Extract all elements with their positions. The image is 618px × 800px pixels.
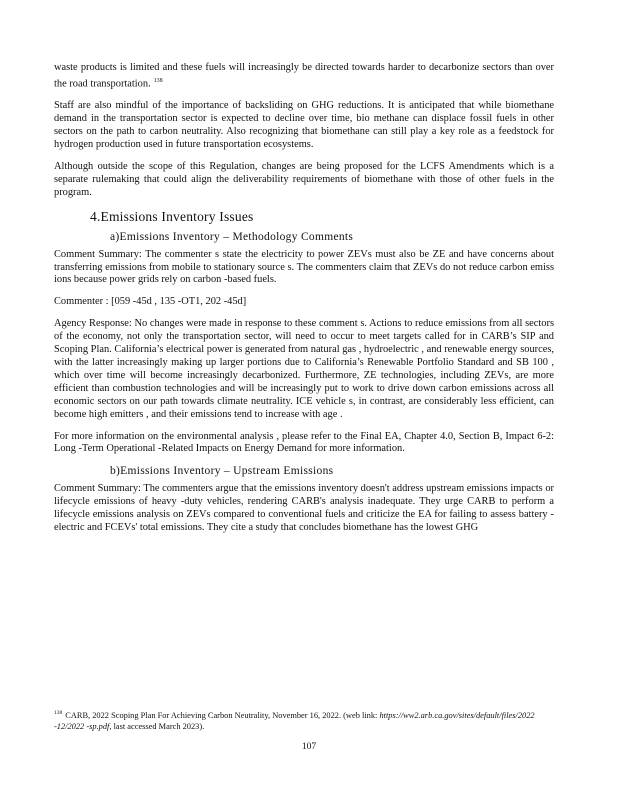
paragraph-waste-products: waste products is limited and these fuels will increasingly be directed towards harder to decarbonize sectors than over the road transportation. $^{138}$ xyxy=(54,62,554,90)
methodology-comment-summary: Comment Summary: The commenter s state the electricity to power ZEVs must also be ZE and have concerns about transferring emissions from mobile to stationary source s. The commenters claim that ZEVs do not reduce carbon emiss ions because power grids rely on carbon -based fuels. xyxy=(54,248,554,286)
paragraph-backsliding: Staff are also mindful of the importance of backsliding on GHG reductions. It is anticipated that while biomethane demand in the transportation sector is expected to decline over time, bio methane can displace fossil fuels in other sectors on the path to carbon neutrality. Also recognizing that biomethane can still play a key role as a feedstock for hydrogen production used in future transportation ecosystems. xyxy=(54,100,554,150)
paragraph-lcfs-amendments: Although outside the scope of this Regulation, changes are being proposed for the LCFS Amendments which is a separate rulemaking that could align the deliverability requirements of biomethane with those of other fuels in the program. xyxy=(54,160,554,198)
document-body xyxy=(54,62,554,544)
upstream-comment-summary: Comment Summary: The commenters argue that the emissions inventory doesn't address upstream emissions impacts or lifecycle emissions of heavy -duty vehicles, rendering CARB's analysis inadequate. They urge CARB to perform a lifecycle emissions analysis on ZEVs compared to conventional fuels and criticize the EA for failing to assess battery -electric and FCEVs' total emissions. They cite a study that concludes biomethane has the lowest GHG xyxy=(54,483,554,534)
subsection-heading-methodology: a)Emissions Inventory – Methodology Comments xyxy=(110,230,354,243)
methodology-more-info: For more information on the environmental analysis , please refer to the Final EA, Chapter 4.0, Section B, Impact 6-2: Long -Term Operational -Related Impacts on Energy Demand for more information. xyxy=(54,430,554,455)
methodology-commenter-list: Commenter : [059 -45d , 135 -OT1, 202 -45d] xyxy=(54,296,247,308)
footnote-text: CARB, 2022 Scoping Plan For Achieving Carbon Neutrality, November 16, 2022. (web link: xyxy=(65,710,378,720)
section-heading-emissions-inventory: 4.Emissions Inventory Issues xyxy=(90,208,254,224)
methodology-agency-response: Agency Response: No changes were made in response to these comment s. Actions to reduce emissions from all sectors of the economy, not only the transportation sector, will need to occur to meet targets called for in CARB’s SIP and Scoping Plan. California’s electrical power is generated from natural gas , hydroelectric , and renewable energy sources, with the latter increasingly making up larger portions due to California’s Renewable Portfolio Standard and SB 100 , which over time will become increasingly decarbonized. Furthermore, ZE technologies, including ZEVs, are more efficient than combustion technologies and will be increasingly put to work to drive down carbon emissions across all economic sectors on our path towards climate neutrality. ICE vehicle s, in contrast, are considerably less efficient, can become high emitters , and their emissions tend to increase with age . xyxy=(54,318,554,420)
footnote-number: 138 xyxy=(54,710,63,716)
footnote-reference[interactable]: 138 xyxy=(153,77,163,84)
page-number: 107 xyxy=(301,742,317,752)
footnote xyxy=(54,708,554,732)
footnote-suffix: , last accessed March 2023). xyxy=(109,721,205,731)
subsection-heading-upstream: b)Emissions Inventory – Upstream Emissions xyxy=(110,465,334,478)
footnote-link[interactable]: https://ww2.arb.ca.gov/sites/default/files/2022 -12/2022 -sp.pdf xyxy=(54,710,535,731)
